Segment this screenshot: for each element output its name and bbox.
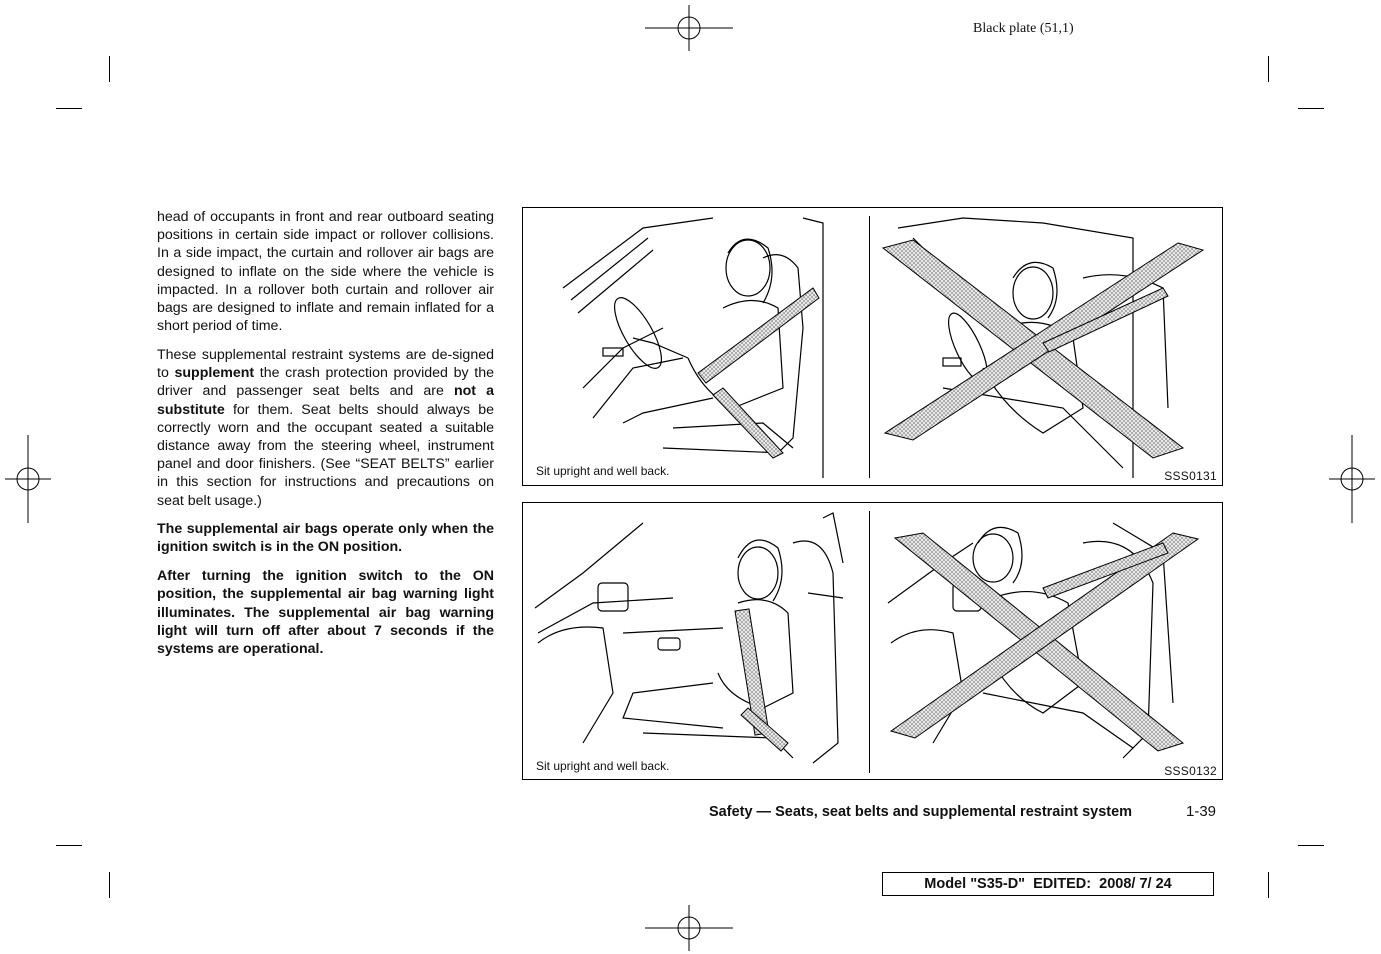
plate-label: Black plate (51,1) <box>973 21 1074 36</box>
model-edition-box: Model "S35-D" EDITED: 2008/ 7/ 24 <box>882 872 1214 896</box>
registration-mark-bottom <box>645 905 733 951</box>
emphasis-not-substitute: not a substitute <box>157 383 494 418</box>
paragraph-ignition-warning: The supplemental air bags operate only when the ignition switch is in the ON position. <box>157 521 494 556</box>
figure-driver-seating <box>522 207 1223 486</box>
figure-code: SSS0131 <box>1164 469 1217 483</box>
section-footer-title: Safety — Seats, seat belts and supplemental restraint system <box>709 804 1133 820</box>
page-number: 1-39 <box>1186 803 1217 820</box>
body-text <box>157 208 494 669</box>
registration-mark-right <box>1329 435 1375 523</box>
figure-caption: Sit upright and well back. <box>536 464 670 478</box>
registration-mark-top <box>645 5 733 51</box>
registration-mark-left <box>5 435 51 523</box>
paragraph-warning-light: After turning the ignition switch to the ON position, the supplemental air bag warning light illuminates. The supplemental air bag warning light will turn off after about 7 seconds if the systems are operational. <box>157 568 494 657</box>
figure-code: SSS0132 <box>1164 764 1217 778</box>
emphasis-supplement: supplement <box>174 365 255 382</box>
paragraph-curtain-airbags: head of occupants in front and rear outboard seating positions in certain side impact or rollover collisions. In a side impact, the curtain and rollover air bags are designed to inflate on the side where the vehicle is impacted. In a rollover both curtain and rollover air bags are designed to inflate and remain inflated for a short period of time. <box>157 209 494 335</box>
model-name: "S35-D" <box>970 876 1026 892</box>
passenger-illustration <box>523 503 1222 779</box>
figure-caption: Sit upright and well back. <box>536 759 670 773</box>
paragraph-supplement: These supplemental restraint systems are de-signed to supplement the crash protection provided by the driver and passenger seat belts and are not a substitute for them. Seat belts should always be correctly worn and the occupant seated a suitable distance away from the steering wheel, instrument panel and door finishers. (See “SEAT BELTS” earlier in this section for instructions and precautions on seat belt usage.) <box>157 346 494 509</box>
driver-illustration <box>523 208 1222 485</box>
figure-passenger-seating <box>522 502 1223 780</box>
edited-date: EDITED: 2008/ 7/ 24 <box>1025 876 1172 892</box>
